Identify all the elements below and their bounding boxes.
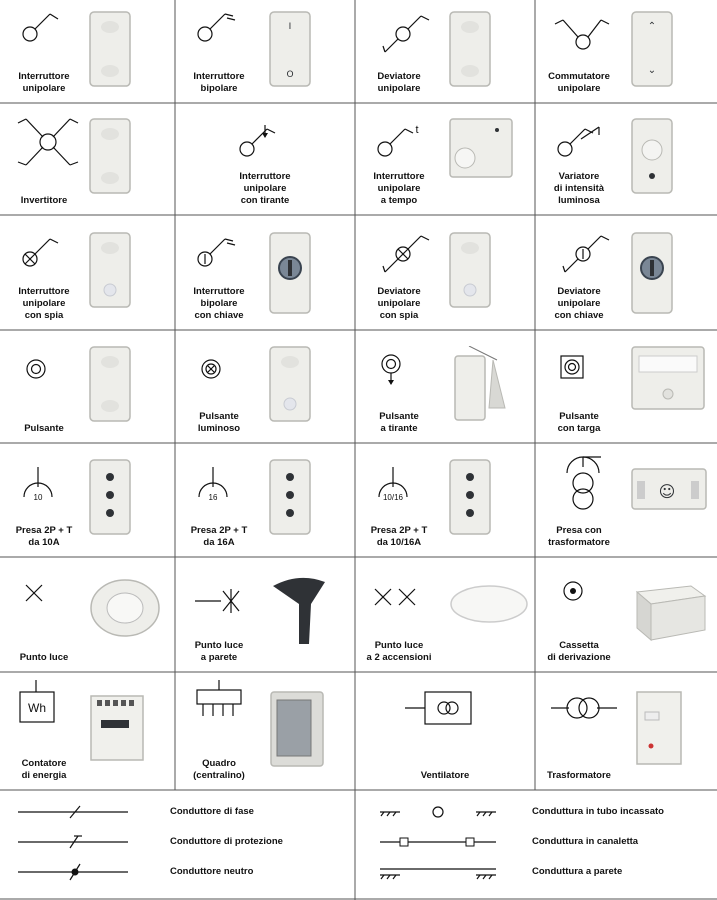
symbol-invertitore bbox=[8, 107, 88, 177]
device-photo-din bbox=[631, 690, 711, 772]
label-punto-luce-2: Punto luce a 2 accensioni bbox=[366, 640, 432, 663]
device-photo-panel bbox=[269, 690, 349, 772]
cell-pulsante bbox=[0, 330, 175, 443]
cell-ventilatore bbox=[355, 672, 535, 790]
svg-text:I: I bbox=[288, 21, 292, 32]
cell-quadro bbox=[175, 672, 355, 790]
cell-presa-trasformatore bbox=[535, 443, 717, 557]
label-variatore: Variatore di intensità luminosa bbox=[553, 171, 605, 206]
legend-symbol-incassato bbox=[380, 801, 498, 823]
symbol-quadro bbox=[183, 676, 263, 746]
cell-trasformatore bbox=[535, 672, 717, 790]
cell-pulsante-tirante bbox=[355, 330, 535, 443]
cell-presa-10 bbox=[0, 443, 175, 557]
device-photo-downlight bbox=[89, 574, 169, 656]
symbol-interruttore-bipolare bbox=[183, 4, 263, 74]
device-photo-dimmer bbox=[631, 118, 711, 200]
cell-interruttore-tempo bbox=[355, 103, 535, 215]
cell-punto-luce bbox=[0, 557, 175, 672]
cell-invertitore bbox=[0, 103, 175, 215]
symbol-interruttore-unipolare bbox=[8, 4, 88, 74]
label-pulsante: Pulsante bbox=[24, 423, 64, 434]
legend-label-incassato: Conduttura in tubo incassato bbox=[532, 806, 664, 817]
label-punto-luce: Punto luce bbox=[19, 652, 69, 663]
svg-text:16: 16 bbox=[208, 493, 218, 502]
symbol-presa-trasf bbox=[543, 447, 623, 517]
symbol-pulsante bbox=[8, 334, 88, 404]
legend-label-protezione: Conduttore di protezione bbox=[170, 836, 283, 847]
device-photo-ceiling-lamp bbox=[449, 574, 529, 656]
symbol-punto-luce bbox=[8, 561, 88, 631]
device-photo-key bbox=[631, 232, 711, 314]
symbol-pulsante-targa bbox=[543, 334, 623, 404]
cell-deviatore-unipolare bbox=[355, 0, 535, 103]
svg-text:t: t bbox=[415, 124, 419, 136]
label-cassetta: Cassetta di derivazione bbox=[547, 640, 611, 663]
device-photo-shaver bbox=[631, 459, 711, 541]
symbol-deviatore bbox=[363, 4, 443, 74]
label-punto-luce-parete: Punto luce a parete bbox=[194, 640, 244, 663]
label-pulsante-luminoso: Pulsante luminoso bbox=[197, 411, 241, 434]
symbol-pulsante-tirante bbox=[363, 334, 443, 404]
device-photo-pull bbox=[449, 346, 529, 428]
label-presa-10-16: Presa 2P + T da 10/16A bbox=[370, 525, 428, 548]
label-pulsante-tirante: Pulsante a tirante bbox=[379, 411, 419, 434]
device-photo-socket bbox=[89, 459, 169, 541]
label-deviatore-chiave: Deviatore unipolare con chiave bbox=[554, 286, 604, 321]
label-invertitore: Invertitore bbox=[20, 195, 68, 206]
legend-label-neutro: Conduttore neutro bbox=[170, 866, 254, 877]
label-quadro: Quadro (centralino) bbox=[193, 758, 245, 781]
symbol-deviatore-spia bbox=[363, 219, 443, 289]
legend-label-fase: Conduttore di fase bbox=[170, 806, 254, 817]
symbol-chiave-bipolare bbox=[183, 219, 263, 289]
cell-contatore bbox=[0, 672, 175, 790]
cell-interruttore-bipolare bbox=[175, 0, 355, 103]
cell-deviatore-chiave bbox=[535, 215, 717, 330]
label-interruttore-tirante: Interruttore unipolare con tirante bbox=[239, 171, 291, 206]
svg-text:10: 10 bbox=[33, 493, 43, 502]
symbol-trasformatore bbox=[543, 676, 623, 746]
label-presa-trasformatore: Presa con trasformatore bbox=[548, 525, 610, 548]
label-interruttore-unipolare: Interruttore unipolare bbox=[18, 71, 70, 94]
cell-interruttore-unipolare bbox=[0, 0, 175, 103]
symbol-pulsante-luminoso bbox=[183, 334, 263, 404]
legend-symbol-canaletta bbox=[380, 831, 498, 853]
cell-deviatore-spia bbox=[355, 215, 535, 330]
cell-pulsante-luminoso bbox=[175, 330, 355, 443]
symbol-punto-luce-parete bbox=[183, 561, 263, 631]
svg-text:⌃: ⌃ bbox=[647, 20, 657, 32]
label-trasformatore: Trasformatore bbox=[547, 770, 611, 781]
device-photo-socket bbox=[449, 459, 529, 541]
legend-symbol-fase bbox=[18, 801, 130, 823]
cell-cassetta bbox=[535, 557, 717, 672]
symbol-presa bbox=[363, 447, 443, 517]
device-photo-switch-plain bbox=[89, 346, 169, 428]
device-photo-switch-lamp bbox=[449, 232, 529, 314]
cell-interruttore-tirante bbox=[175, 103, 355, 215]
symbol-commutatore bbox=[543, 4, 623, 74]
cell-pulsante-targa bbox=[535, 330, 717, 443]
svg-text:Wh: Wh bbox=[28, 701, 46, 715]
symbol-tirante bbox=[225, 107, 305, 177]
device-photo-timer bbox=[449, 118, 529, 200]
label-pulsante-targa: Pulsante con targa bbox=[557, 411, 601, 434]
svg-text:⌄: ⌄ bbox=[647, 64, 657, 76]
device-photo-switch-plain bbox=[89, 118, 169, 200]
svg-text:O: O bbox=[286, 69, 294, 80]
cell-punto-luce-2 bbox=[355, 557, 535, 672]
device-photo-box bbox=[631, 574, 711, 656]
label-deviatore-spia: Deviatore unipolare con spia bbox=[377, 286, 421, 321]
label-deviatore-unipolare: Deviatore unipolare bbox=[377, 71, 421, 94]
symbol-variatore bbox=[543, 107, 623, 177]
device-photo-switch-plain bbox=[449, 11, 529, 93]
device-photo-switch-lamp bbox=[269, 346, 349, 428]
cell-presa-10-16 bbox=[355, 443, 535, 557]
label-contatore: Contatore di energia bbox=[21, 758, 67, 781]
label-interruttore-tempo: Interruttore unipolare a tempo bbox=[373, 171, 425, 206]
label-interruttore-chiave: Interruttore bipolare con chiave bbox=[193, 286, 245, 321]
cell-presa-16 bbox=[175, 443, 355, 557]
legend-label-canaletta: Conduttura in canaletta bbox=[532, 836, 639, 847]
legend-symbol-protezione bbox=[18, 831, 130, 853]
symbol-presa bbox=[183, 447, 263, 517]
label-presa-16: Presa 2P + T da 16A bbox=[190, 525, 248, 548]
legend-symbol-parete bbox=[380, 861, 498, 883]
label-interruttore-spia: Interruttore unipolare con spia bbox=[18, 286, 70, 321]
symbol-contatore bbox=[8, 676, 88, 746]
device-photo-switch-io bbox=[269, 11, 349, 93]
cell-interruttore-chiave bbox=[175, 215, 355, 330]
device-photo-wall-lamp bbox=[269, 574, 349, 656]
device-photo-switch-updown bbox=[631, 11, 711, 93]
svg-text:☺: ☺ bbox=[658, 482, 676, 501]
symbol-ventilatore bbox=[405, 676, 485, 746]
label-ventilatore: Ventilatore bbox=[420, 770, 470, 781]
device-photo-switch-lamp bbox=[89, 232, 169, 314]
symbol-deviatore-chiave bbox=[543, 219, 623, 289]
legend-symbol-neutro bbox=[18, 861, 130, 883]
symbol-cassetta bbox=[543, 561, 623, 631]
symbol-presa bbox=[8, 447, 88, 517]
legend-label-parete: Conduttura a parete bbox=[532, 866, 623, 877]
device-photo-key bbox=[269, 232, 349, 314]
device-photo-nameplate bbox=[631, 346, 711, 428]
device-photo-socket bbox=[269, 459, 349, 541]
device-photo-meter bbox=[89, 690, 169, 772]
symbol-punto-luce-2 bbox=[363, 561, 443, 631]
symbol-tempo bbox=[363, 107, 443, 177]
cell-variatore bbox=[535, 103, 717, 215]
svg-text:10/16: 10/16 bbox=[382, 493, 404, 502]
label-presa-10: Presa 2P + T da 10A bbox=[15, 525, 73, 548]
label-commutatore-unipolare: Commutatore unipolare bbox=[548, 71, 610, 94]
cell-interruttore-spia bbox=[0, 215, 175, 330]
symbol-spia bbox=[8, 219, 88, 289]
device-photo-switch-plain bbox=[89, 11, 169, 93]
label-interruttore-bipolare: Interruttore bipolare bbox=[193, 71, 245, 94]
cell-punto-luce-parete bbox=[175, 557, 355, 672]
cell-commutatore-unipolare bbox=[535, 0, 717, 103]
